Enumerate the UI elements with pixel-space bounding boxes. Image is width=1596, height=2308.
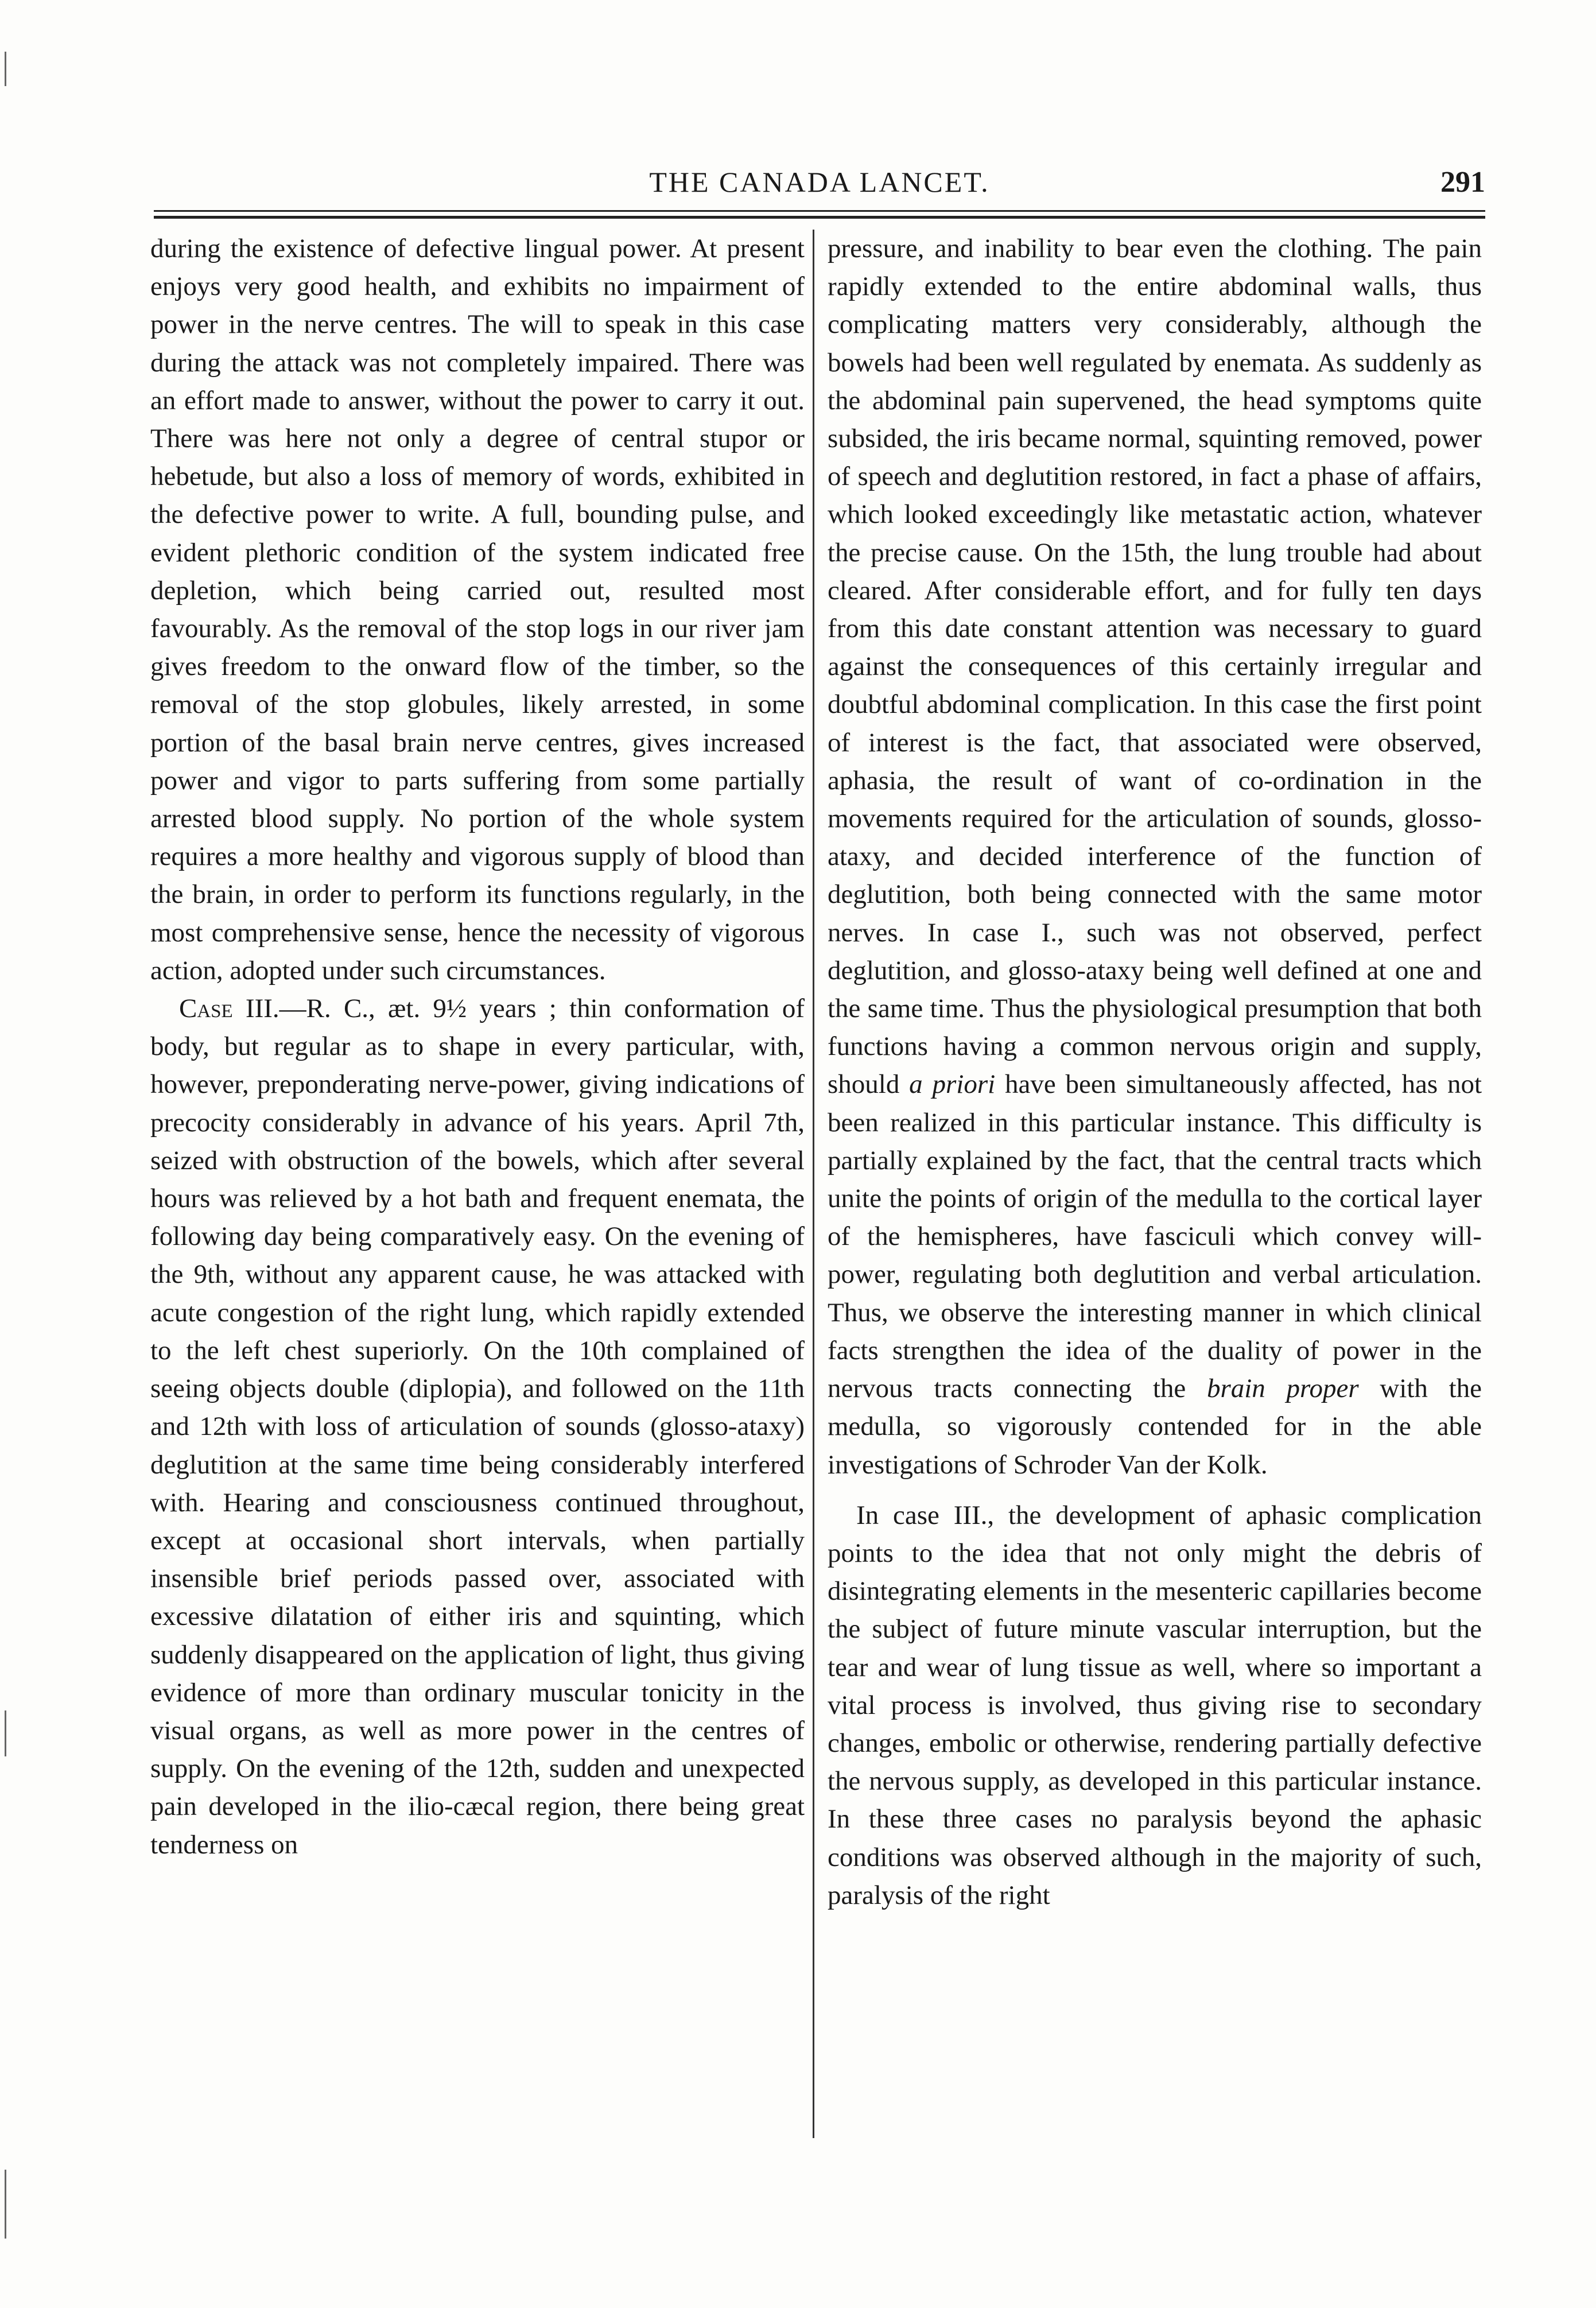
left-paragraph-continued: during the existence of defective lingual power. At present enjoys very good health, and exhibits no impairment of power in the nerve centres. The will to speak in this case during the attack was not completely impaired. There was an effort made to answer, without the power to carry it out. There was here not only a degree of central stupor or hebetude, but also a loss of memory of words, exhibited in the defective power to write. A full, bounding pulse, and evident plethoric condition of the system indicated free depletion, which being carried out, resulted most favourably. As the removal of the stop logs in our river jam gives freedom to the onward flow of the timber, so the removal of the stop globules, likely arrested, in some portion of the basal brain nerve centres, gives increased power and vigor to parts suffering from some partially arrested blood supply. No portion of the whole system requires a more healthy and vigorous supply of blood than the brain, in order to perform its functions regularly, in the most comprehensive sense, hence the necessity of vigorous action, adopted under such circumstances. <box>150 234 805 986</box>
header-rule-thin <box>154 210 1485 212</box>
running-header <box>154 165 1485 200</box>
page-number: 291 <box>1440 166 1485 199</box>
italic-a-priori: a priori <box>909 1069 996 1100</box>
right-paragraph-continued <box>828 230 1482 1484</box>
right-text-end: with the medulla, so vigorously contended for in the able investigations of Schroder Van der Kolk. <box>828 1374 1482 1480</box>
page-edge-mark <box>5 2170 6 2239</box>
italic-brain-proper: brain proper <box>1206 1374 1359 1404</box>
column-divider <box>813 230 814 2138</box>
case-three-paragraph <box>150 990 805 1864</box>
running-title: THE CANADA LANCET. <box>649 166 990 198</box>
case-label: Case <box>179 994 233 1024</box>
header-rule-thick <box>154 216 1485 219</box>
right-text-start: pressure, and inability to bear even the clothing. The pain rapidly extended to the entire abdominal walls, thus complicating matters very considerably, although the bowels had been well regulated by enemata. As suddenly as the abdominal pain supervened, the head symptoms quite subsided, the iris became normal, squinting removed, power of speech and deglutition restored, in fact a phase of affairs, which looked exceedingly like metastatic action, whatever the precise cause. On the 15th, the lung trouble had about cleared. After considerable effort, and for fully ten days from this date constant attention was necessary to guard against the consequences of this certainly irregular and doubtful abdominal complication. In this case the first point of interest is the fact, that associated were observed, aphasia, the result of want of co-ordination in the movements required for the articulation of sounds, glosso-ataxy, and decided interference of the function of deglutition, both being connected with the same motor nerves. In case I., such was not observed, perfect deglutition, and glosso-ataxy being well defined at one and the same time. Thus the physiological presumption that both functions having a common nervous origin and supply, should <box>828 234 1482 1100</box>
case-three-text: III.—R. C., æt. 9½ years ; thin conformation of body, but regular as to shape in every particular, with, however, preponderating nerve-power, giving indications of precocity considerably in advance of his years. April 7th, seized with obstruction of the bowels, which after several hours was relieved by a hot bath and frequent enemata, the following day being comparatively easy. On the evening of the 9th, without any apparent cause, he was attacked with acute congestion of the right lung, which rapidly extended to the left chest superiorly. On the 10th complained of seeing objects double (diplopia), and followed on the 11th and 12th with loss of articulation of sounds (glosso-ataxy) deglutition at the same time being considerably interfered with. Hearing and consciousness continued throughout, except at occasional short intervals, when partially insensible brief periods passed over, associated with excessive dilatation of either iris and squinting, which suddenly disappeared on the application of light, thus giving evidence of more than ordinary muscular tonicity in the visual organs, as well as more power in the centres of supply. On the evening of the 12th, sudden and unexpected pain developed in the ilio-cæcal region, there being great tenderness on <box>150 994 805 1860</box>
page-edge-mark <box>5 1710 6 1756</box>
right-text-mid: have been simultaneously affected, has not been realized in this particular instance. This difficulty is partially explained by the fact, that the central tracts which unite the points of origin of the medulla to the cortical layer of the hemispheres, have fasciculi which convey will-power, regulating both deglutition and verbal articulation. Thus, we observe the interesting manner in which clinical facts strengthen the idea of the duality of power in the nervous tracts connecting the <box>828 1069 1482 1404</box>
right-column <box>828 230 1482 1914</box>
page-edge-mark <box>5 52 6 86</box>
left-column <box>150 230 805 1864</box>
case-three-discussion-paragraph: In case III., the development of aphasic complication points to the idea that not only might the debris of disintegrating elements in the mesenteric capillaries become the subject of future minute vascular interruption, but the tear and wear of lung tissue as well, where so important a vital process is involved, thus giving rise to secondary changes, embolic or otherwise, rendering partially defective the nervous supply, as developed in this particular instance. In these three cases no paralysis beyond the aphasic conditions was observed although in the majority of such, paralysis of the right <box>828 1500 1482 1910</box>
